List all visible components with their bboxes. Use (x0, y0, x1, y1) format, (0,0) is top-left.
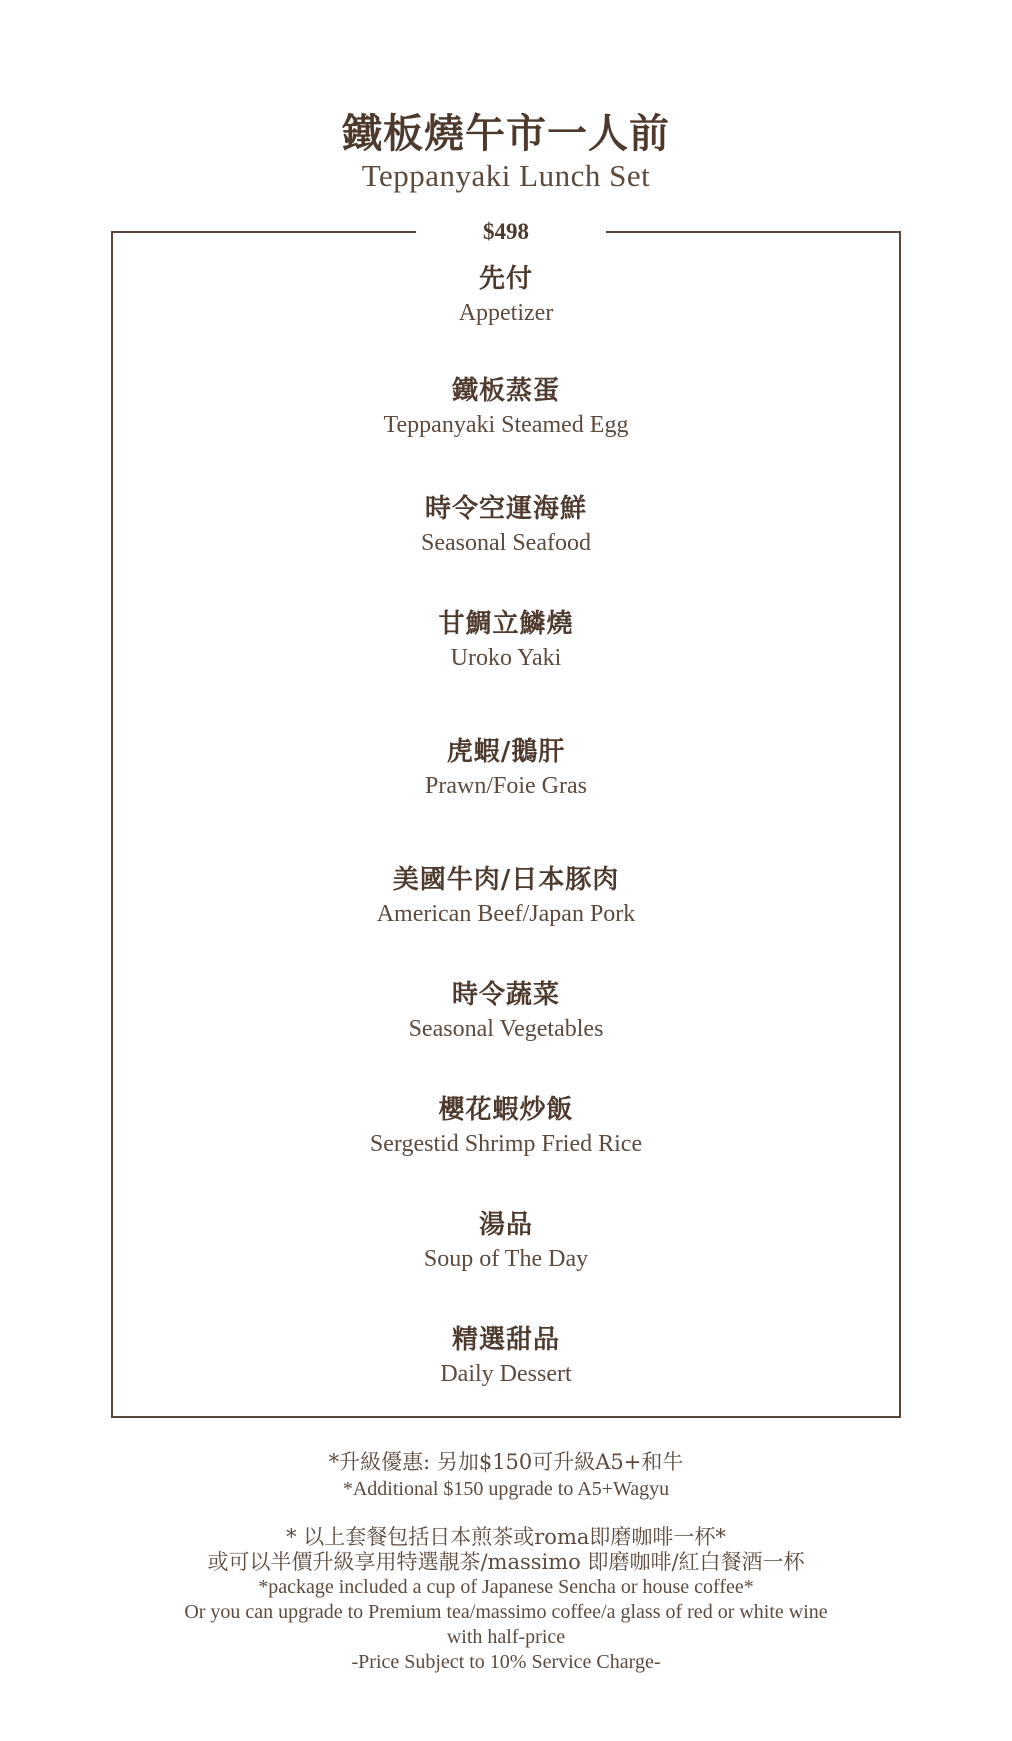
course-name-chinese: 精選甜品 (451, 1325, 560, 1355)
package-note-chinese-line-1: * 以上套餐包括日本煎茶或roma即磨咖啡一杯* (286, 1525, 726, 1549)
course-item (111, 863, 901, 931)
course-name-chinese: 虎蝦/鵝肝 (446, 737, 566, 767)
course-name-english: Seasonal Vegetables (408, 1016, 604, 1042)
upgrade-note-english: *Additional $150 upgrade to A5+Wagyu (342, 1478, 670, 1500)
course-name-chinese: 甘鯛立鱗燒 (438, 609, 574, 639)
upgrade-note (0, 1450, 1012, 1502)
course-item (111, 1208, 901, 1276)
course-item (111, 492, 901, 560)
course-item (111, 374, 901, 442)
course-item (111, 262, 901, 330)
course-name-english: Prawn/Foie Gras (425, 773, 587, 799)
course-name-english: Seasonal Seafood (421, 530, 591, 556)
course-name-english: Daily Dessert (440, 1361, 572, 1387)
course-name-chinese: 湯品 (478, 1210, 533, 1240)
package-note-english-line-3: with half-price (446, 1626, 566, 1648)
course-item (111, 607, 901, 675)
course-name-chinese: 美國牛肉/日本豚肉 (392, 865, 620, 895)
course-name-english: American Beef/Japan Pork (376, 901, 636, 927)
course-name-english: Soup of The Day (423, 1246, 589, 1272)
course-name-chinese: 先付 (478, 264, 533, 294)
course-item (111, 978, 901, 1046)
course-name-chinese: 櫻花蝦炒飯 (438, 1095, 574, 1125)
course-name-chinese: 時令蔬菜 (451, 980, 560, 1010)
course-name-english: Appetizer (458, 300, 554, 326)
upgrade-note-chinese: *升級優惠: 另加$150可升級A5+和牛 (328, 1450, 684, 1474)
package-note-chinese-line-2: 或可以半價升級享用特選靚茶/massimo 即磨咖啡/紅白餐酒一杯 (207, 1550, 805, 1574)
package-note (0, 1525, 1012, 1675)
course-name-chinese: 時令空運海鮮 (424, 494, 587, 524)
course-name-english: Uroko Yaki (450, 645, 562, 671)
course-item (111, 1323, 901, 1391)
package-note-english-line-1: *package included a cup of Japanese Sencha or house coffee* (258, 1576, 754, 1598)
course-item (111, 735, 901, 803)
course-name-english: Sergestid Shrimp Fried Rice (369, 1131, 643, 1157)
service-charge-note: -Price Subject to 10% Service Charge- (351, 1651, 661, 1673)
course-item (111, 1093, 901, 1161)
package-note-english-line-2: Or you can upgrade to Premium tea/massimo coffee/a glass of red or white wine (184, 1601, 828, 1623)
course-name-english: Teppanyaki Steamed Egg (383, 412, 629, 438)
set-price: $498 (483, 219, 529, 244)
menu-title-chinese: 鐵板燒午市一人前 (342, 110, 670, 157)
menu-title-english: Teppanyaki Lunch Set (361, 158, 651, 193)
course-name-chinese: 鐵板蒸蛋 (451, 376, 560, 406)
